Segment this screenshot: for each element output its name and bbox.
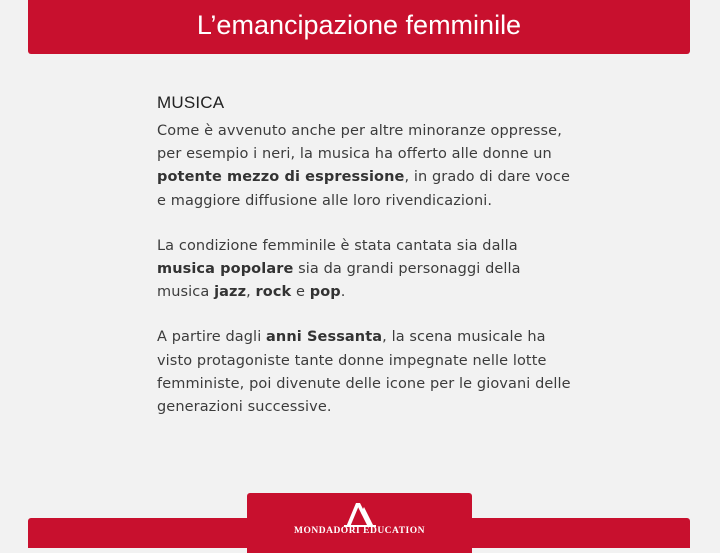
paragraph-1-text-a: Come è avvenuto anche per altre minoranze oppresse, per esempio i neri, la musica ha offerto alle donne un [157, 123, 562, 163]
paragraph-2-text-c: , [246, 284, 256, 301]
paragraph-3-emphasis: anni Sessanta [266, 329, 383, 346]
mondadori-logo-icon [342, 501, 378, 527]
paragraph-3-text-a: A partire dagli [157, 329, 267, 346]
paragraph-2-emphasis-popolare: musica popolare [157, 261, 294, 278]
paragraph-1 [157, 120, 577, 213]
paragraph-3 [157, 326, 577, 419]
paragraph-2-text-d: e [291, 284, 310, 301]
paragraph-2-text-b: sia da grandi personaggi della musica [157, 261, 521, 301]
paragraph-2 [157, 235, 577, 305]
publisher-logo [247, 493, 472, 553]
paragraph-3-text-b: , la scena musicale ha visto protagoniste tante donne impegnate nelle lotte femministe, poi divenute delle icone per le giovani delle generazioni successive. [157, 329, 571, 416]
paragraph-2-text-e: . [340, 284, 346, 301]
logo-wordmark: MONDADORI EDUCATION [294, 526, 425, 536]
slide-content [157, 93, 577, 441]
title-bar [28, 0, 690, 54]
paragraph-1-text-b: , in grado di dare voce e maggiore diffusione alle loro rivendicazioni. [157, 169, 570, 209]
paragraph-2-text-a: La condizione femminile è stata cantata sia dalla [157, 237, 518, 254]
page-title: L’emancipazione femminile [196, 9, 522, 40]
section-heading: MUSICA [157, 93, 225, 112]
paragraph-1-emphasis: potente mezzo di espressione [157, 169, 405, 186]
paragraph-2-emphasis-pop: pop [309, 284, 341, 301]
paragraph-2-emphasis-rock: rock [255, 284, 292, 301]
paragraph-2-emphasis-jazz: jazz [214, 284, 247, 301]
